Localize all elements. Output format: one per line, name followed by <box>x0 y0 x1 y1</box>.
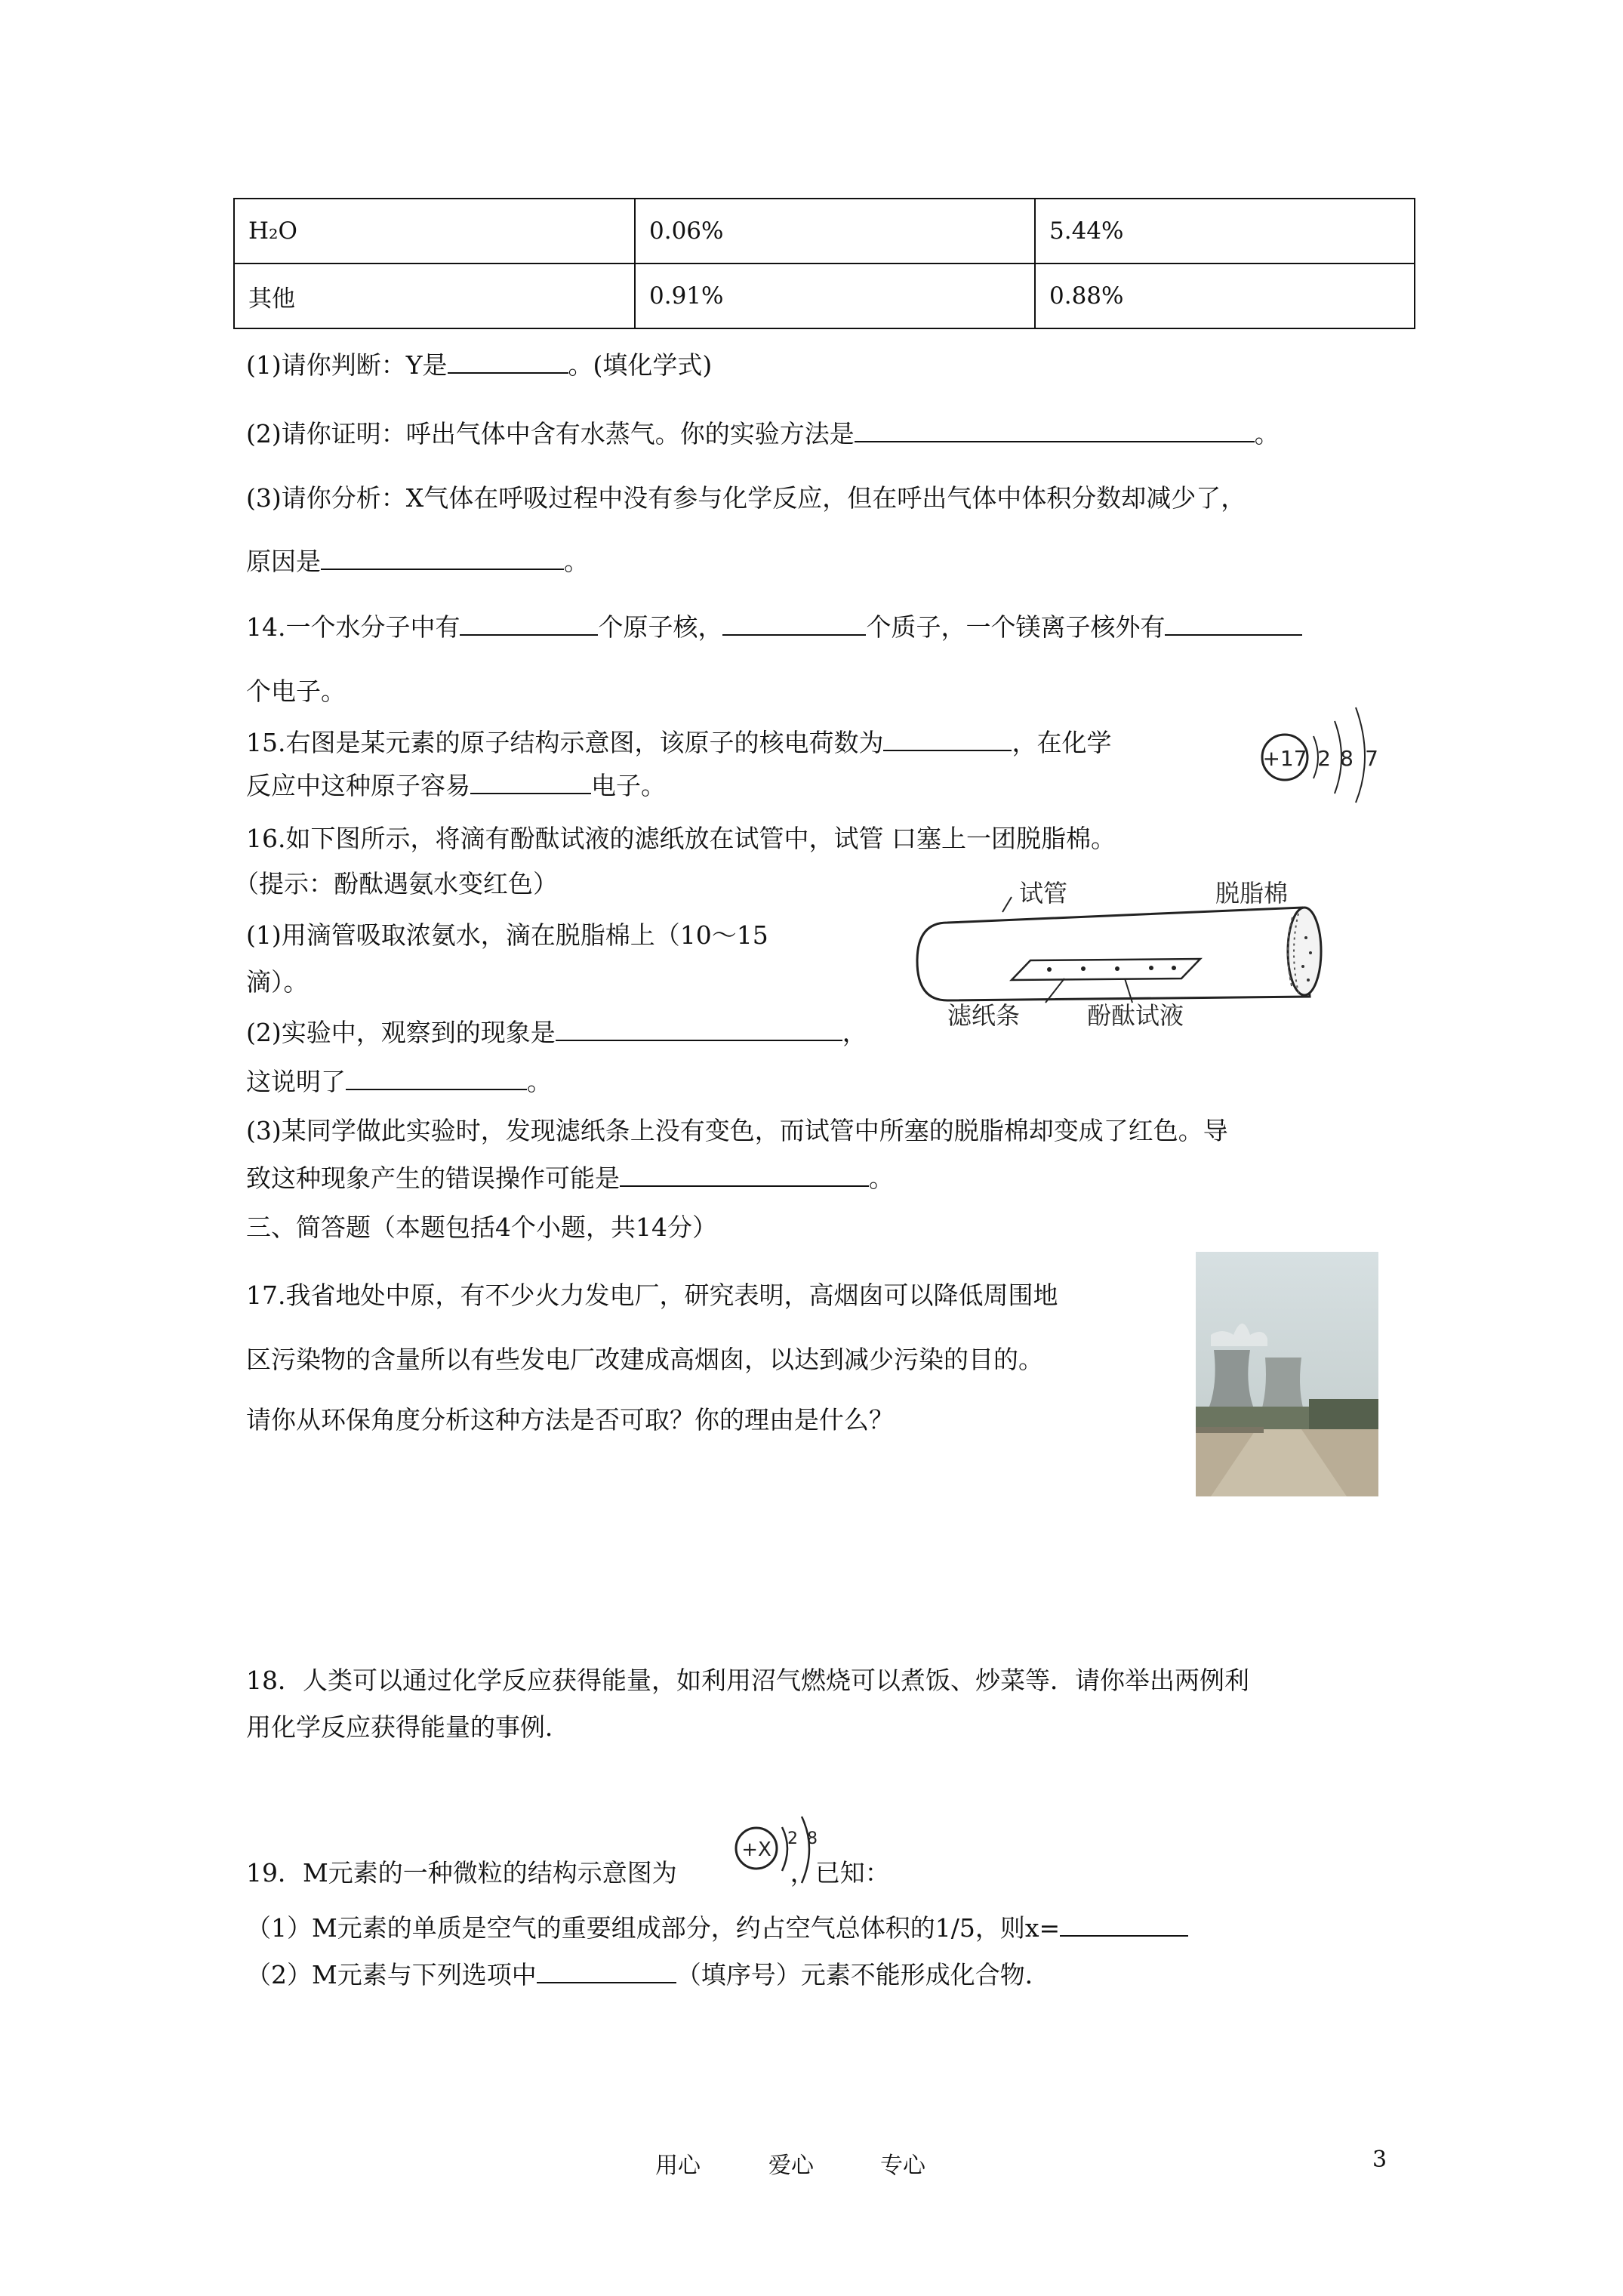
shell-electron-count: 7 <box>1365 746 1378 771</box>
footer-word: 专心 <box>880 2153 925 2179</box>
answer-blank[interactable] <box>537 1959 676 1983</box>
table-row <box>234 199 1415 264</box>
q16-part1-line2: 滴）。 <box>246 967 309 997</box>
footer-word: 用心 <box>655 2153 701 2179</box>
q17-line3: 请你从环保角度分析这种方法是否可取？你的理由是什么？ <box>246 1405 894 1435</box>
answer-blank[interactable] <box>448 350 568 374</box>
q17-line1: 17.我省地处中原，有不少火力发电厂，研究表明，高烟囱可以降低周围地 <box>246 1281 1058 1310</box>
q16-part3-line2: 致这种现象产生的错误操作可能是 。 <box>246 1163 894 1193</box>
nucleus-charge-label: +X <box>741 1838 771 1861</box>
q14-line1: 14.一个水分子中有 个原子核， 个质子，一个镁离子核外有 <box>246 608 1302 643</box>
q13-part2: (2)请你证明：呼出气体中含有水蒸气。你的实验方法是 。 <box>246 419 1280 448</box>
q16-hint: （提示：酚酞遇氨水变红色） <box>234 869 558 898</box>
q13-part3-line1: (3)请你分析：X气体在呼吸过程中没有参与化学反应，但在呼出气体中体积分数却减少了， <box>246 483 1246 513</box>
answer-blank[interactable] <box>1165 612 1302 636</box>
shell-electron-count: 2 <box>1317 746 1331 771</box>
label-phenolphthalein: 酚酞试液 <box>1087 1001 1184 1027</box>
answer-blank[interactable] <box>470 770 591 794</box>
q19-part1: （1）M元素的单质是空气的重要组成部分，约占空气总体积的1/5，则x= <box>246 1909 1188 1944</box>
answer-blank[interactable] <box>460 612 598 636</box>
q19-line1: 19．M元素的一种微粒的结构示意图为 ，已知： <box>246 1858 890 1888</box>
q15-line2: 反应中这种原子容易 电子。 <box>246 771 666 800</box>
answer-blank[interactable] <box>346 1066 527 1090</box>
filter-paper-strip <box>1012 959 1200 980</box>
table-cell: 其他 <box>234 264 635 328</box>
q13-part3-line2: 原因是 。 <box>246 547 589 576</box>
answer-blank[interactable] <box>722 612 866 636</box>
shell-electron-count: 8 <box>807 1829 818 1848</box>
q18-line2: 用化学反应获得能量的事例． <box>246 1712 570 1742</box>
shell-electron-count: 8 <box>1340 746 1354 771</box>
power-plant-photo <box>1196 1252 1378 1496</box>
table-cell: 0.88% <box>1035 264 1415 328</box>
table-row <box>234 264 1415 328</box>
table-cell: 0.91% <box>635 264 1035 328</box>
q16-line1: 16.如下图所示，将滴有酚酞试液的滤纸放在试管中，试管 口塞上一团脱脂棉。 <box>246 824 1116 853</box>
q16-part2-line1: (2)实验中，观察到的现象是 ， <box>246 1018 867 1047</box>
q18-line1: 18．人类可以通过化学反应获得能量，如利用沼气燃烧可以煮饭、炒菜等．请你举出两例利 <box>246 1666 1249 1695</box>
answer-blank[interactable] <box>556 1017 842 1041</box>
particle-structure-diagram <box>732 1803 830 1894</box>
label-filter-paper: 滤纸条 <box>947 1001 1021 1027</box>
section-3-heading: 三、简答题（本题包括4个小题，共14分） <box>246 1213 717 1242</box>
label-test-tube: 试管 <box>1019 879 1068 908</box>
q16-part2-line2: 这说明了 。 <box>246 1067 552 1096</box>
atom-structure-diagram <box>1253 691 1389 804</box>
table-cell: 0.06% <box>635 199 1035 264</box>
q15-line1: 15.右图是某元素的原子结构示意图，该原子的核电荷数为 ，在化学 <box>246 728 1112 757</box>
cotton-plug-icon <box>1288 908 1321 995</box>
nucleus-charge-label: +17 <box>1262 746 1307 771</box>
answer-blank[interactable] <box>1060 1912 1188 1937</box>
answer-blank[interactable] <box>620 1163 869 1187</box>
answer-blank[interactable] <box>883 727 1012 751</box>
answer-blank[interactable] <box>855 418 1255 442</box>
table-cell: 5.44% <box>1035 199 1415 264</box>
q16-part1-line1: (1)用滴管吸取浓氨水，滴在脱脂棉上（10～15 <box>246 920 768 950</box>
page-number: 3 <box>1372 2147 1387 2173</box>
gas-composition-table <box>233 198 1415 329</box>
shell-electron-count: 2 <box>787 1829 798 1848</box>
q19-part2: （2）M元素与下列选项中 （填序号）元素不能形成化合物． <box>246 1960 1050 1989</box>
q14-line2: 个电子。 <box>246 676 346 706</box>
footer-word: 爱心 <box>768 2153 814 2179</box>
answer-blank[interactable] <box>321 546 564 570</box>
q17-line2: 区污染物的含量所以有些发电厂改建成高烟囱，以达到减少污染的目的。 <box>246 1345 1043 1374</box>
test-tube-figure <box>906 876 1404 1027</box>
q13-part1: (1)请你判断：Y是 。(填化学式) <box>246 350 713 380</box>
q16-part3-line1: (3)某同学做此实验时，发现滤纸条上没有变色，而试管中所塞的脱脂棉却变成了红色。导 <box>246 1116 1228 1145</box>
table-cell: H₂O <box>234 199 635 264</box>
label-cotton: 脱脂棉 <box>1215 879 1289 908</box>
